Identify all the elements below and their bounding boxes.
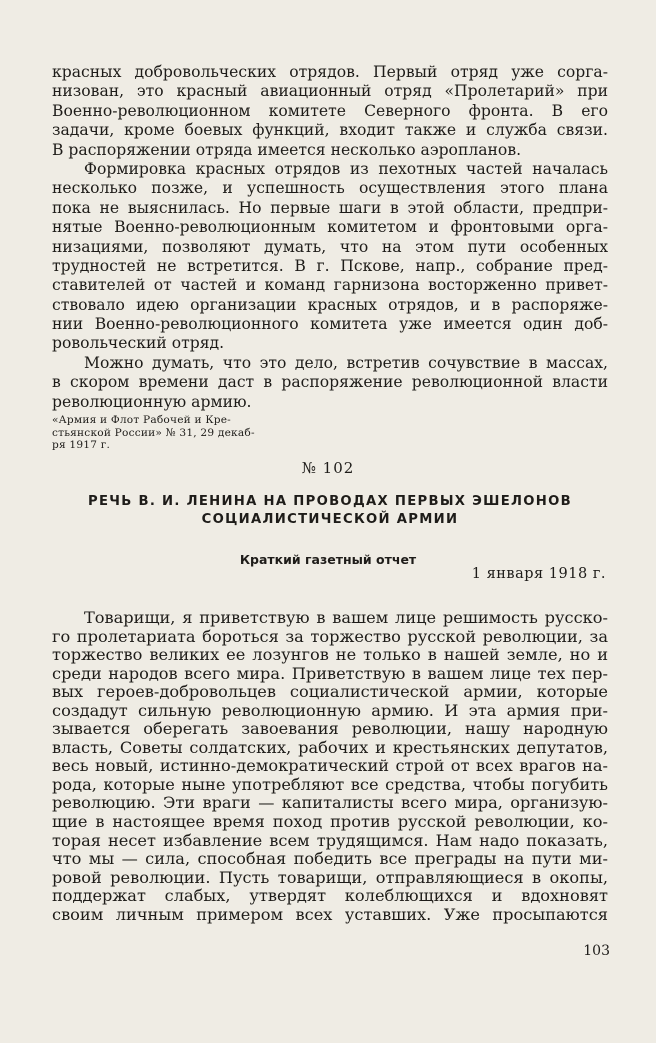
text-line: Формировка красных отрядов из пехотных частей началась <box>84 159 608 178</box>
speech-text <box>52 609 608 924</box>
text-line: ствовало идею организации красных отрядов, и в распоряже- <box>52 295 608 314</box>
text-line: рода, которые ныне употребляют все средства, чтобы погубить <box>52 775 608 794</box>
citation-line: «Армия и Флот Рабочей и Кре- <box>52 414 231 426</box>
text-line: го пролетариата бороться за торжество русской революции, за <box>52 627 608 646</box>
text-line: задачи, кроме боевых функций, входит также и служба связи. <box>52 121 608 140</box>
text-line: низациями, позволяют думать, что на этом пути особенных <box>52 237 608 256</box>
text-line: ровой революции. Пусть товарищи, отправляющиеся в окопы, <box>52 868 608 887</box>
document-title <box>60 493 600 529</box>
text-line: что мы — сила, способная победить все преграды на пути ми- <box>52 850 608 869</box>
text-line: ставителей от частей и команд гарнизона восторженно привет- <box>52 276 608 295</box>
text-line: несколько позже, и успешность осуществления этого плана <box>52 179 608 198</box>
text-line: В распоряжении отряда имеется несколько аэропланов. <box>52 140 522 159</box>
title-line: РЕЧЬ В. И. ЛЕНИНА НА ПРОВОДАХ ПЕРВЫХ ЭШЕЛОНОВ <box>88 494 572 509</box>
text-line: своим личным примером всех уставших. Уже просыпаются <box>52 905 608 924</box>
text-line: зывается оберегать завоевания революции, нашу народную <box>52 720 608 739</box>
citation-line: ря 1917 г. <box>52 439 111 451</box>
text-line: Военно-революционном комитете Северного фронта. В его <box>52 101 608 120</box>
text-line: власть, Советы солдатских, рабочих и крестьянских депутатов, <box>52 738 608 757</box>
text-line: среди народов всего мира. Приветствую в вашем лице тех пер- <box>52 664 608 683</box>
text-line: низован, это красный авиационный отряд «Пролетарий» при <box>52 82 608 101</box>
text-line: трудностей не встретится. В г. Пскове, напр., собрание пред- <box>52 256 608 275</box>
page-number: 103 <box>583 943 610 959</box>
text-line: нии Военно-революционного комитета уже имеется один доб- <box>52 315 608 334</box>
text-line: торжество великих ее лозунгов не только в нашей земле, но и <box>52 646 608 665</box>
text-line: щие в настоящее время поход против русской революции, ко- <box>52 813 608 832</box>
text-line: революцию. Эти враги — капиталисты всего мира, организую- <box>52 794 608 813</box>
text-line: революционную армию. <box>52 392 252 411</box>
continued-text <box>52 63 608 412</box>
citation-line: стьянской России» № 31, 29 декаб- <box>52 426 255 439</box>
text-line: поддержат слабых, утвердят колеблющихся и вдохновят <box>52 887 608 906</box>
document-number: № 102 <box>301 459 355 477</box>
text-line: весь новый, истинно-демократический строй от всех врагов на- <box>52 757 608 776</box>
text-line: Можно думать, что это дело, встретив сочувствие в массах, <box>84 353 608 372</box>
source-citation <box>52 414 302 452</box>
title-line: СОЦИАЛИСТИЧЕСКОЙ АРМИИ <box>201 512 459 527</box>
text-line: торая несет избавление всем трудящимся. Нам надо показать, <box>52 831 608 850</box>
text-line: в скором времени даст в распоряжение революционной власти <box>52 373 608 392</box>
text-line: красных добровольческих отрядов. Первый отряд уже сорга- <box>52 63 608 81</box>
text-line: нятые Военно-революционным комитетом и фронтовыми орга- <box>52 218 608 237</box>
text-line: вых героев-добровольцев социалистической армии, которые <box>52 683 608 702</box>
document-date: 1 января 1918 г. <box>471 566 606 582</box>
document-subtitle: Краткий газетный отчет <box>239 552 417 567</box>
text-line: Товарищи, я приветствую в вашем лице решимость русско- <box>84 609 608 627</box>
text-line: ровольческий отряд. <box>52 334 225 353</box>
text-line: создадут сильную революционную армию. И эта армия при- <box>52 701 608 720</box>
text-line: пока не выяснилась. Но первые шаги в этой области, предпри- <box>52 198 608 217</box>
